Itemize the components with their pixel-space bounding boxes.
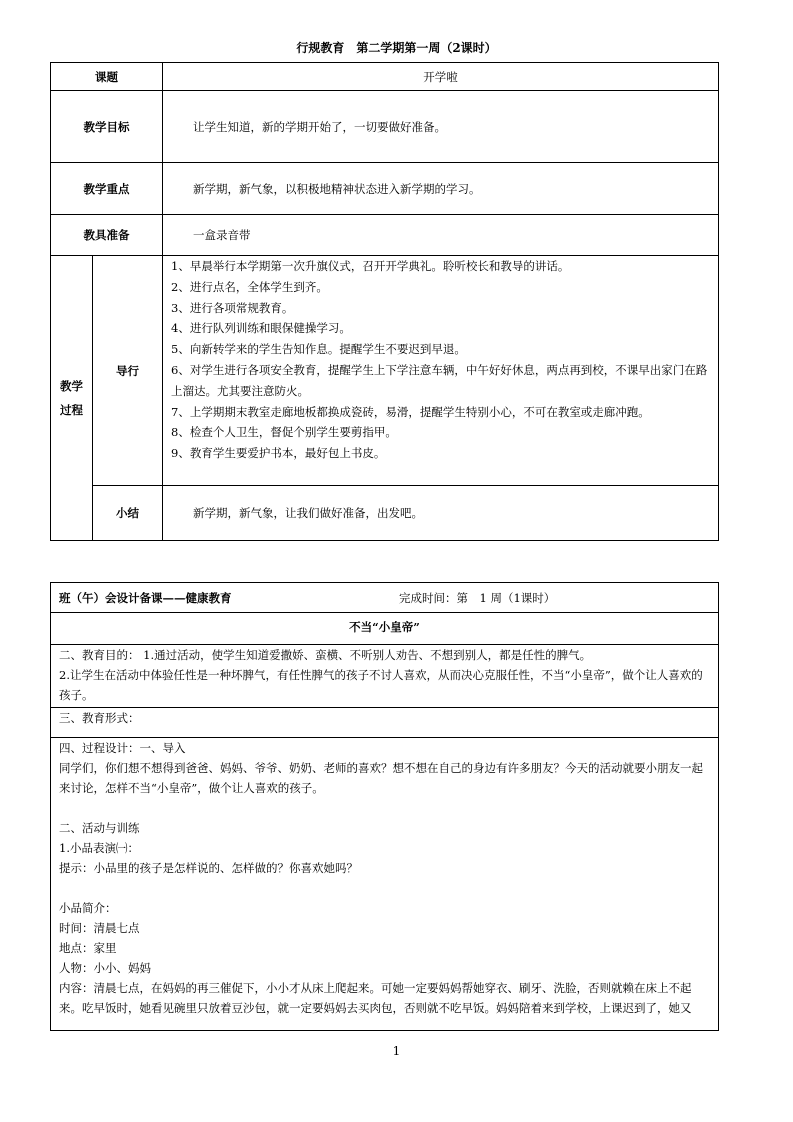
guide-item: 5、向新转学来的学生告知作息。提醒学生不要迟到早退。 (171, 342, 466, 357)
plan2-form: 三、教育形式： (51, 708, 719, 738)
guide-item: 9、教育学生要爱护书本，最好包上书皮。 (171, 446, 386, 461)
guide-item: 2、进行点名，全体学生到齐。 (171, 279, 328, 294)
guide-item: 1、早晨举行本学期第一次升旗仪式，召开开学典礼。聆听校长和教导的讲话。 (171, 259, 570, 273)
topic-value: 开学啦 (163, 63, 719, 91)
process-line: 小品简介： (59, 901, 117, 915)
process-line: 二、活动与训练 (59, 821, 140, 835)
process-line (59, 798, 710, 818)
guide-label: 导行 (93, 256, 163, 486)
process-label-line: 过程 (60, 403, 83, 417)
lesson-plan-table-1 (50, 62, 719, 541)
process-label (51, 256, 93, 541)
plan1-title: 行规教育 第二学期第一周（2课时） (296, 41, 497, 55)
goal-value: 让学生知道，新的学期开始了，一切要做好准备。 (163, 91, 719, 163)
process-line: 同学们，你们想不想得到爸爸、妈妈、爷爷、奶奶、老师的喜欢？想不想在自己的身边有许多朋友？今天的活动就要小朋友一起来讨论，怎样不当“小皇帝”，做个让人喜欢的孩子。 (59, 761, 703, 795)
header-right: 完成时间：第 1 周（1课时） (399, 590, 556, 605)
process-line: 1.小品表演㈠： (59, 841, 139, 855)
tools-label: 教具准备 (51, 215, 163, 256)
process-line: 内容：清晨七点，在妈妈的再三催促下，小小才从床上爬起来。可她一定要妈妈帮她穿衣、刷牙、洗脸，否则就赖在床上不起来。吃早饭时，她看见碗里只放着豆沙包，就一定要妈妈去买肉包，否则就不吃早饭。妈妈陪着来到学校，上课迟到了，她又 (59, 981, 692, 1015)
process-line: 地点：家里 (59, 941, 117, 955)
focus-label: 教学重点 (51, 163, 163, 215)
page-number: 1 (392, 1044, 401, 1058)
process-line: 时间：清晨七点 (59, 921, 140, 935)
guide-item: 8、检查个人卫生，督促个别学生要剪指甲。 (171, 425, 397, 440)
plan2-process (51, 738, 719, 1031)
header-left: 班（午）会设计备课——健康教育 (59, 590, 232, 605)
focus-value: 新学期，新气象，以积极地精神状态进入新学期的学习。 (163, 163, 719, 215)
process-line: 提示：小品里的孩子是怎样说的、怎样做的？你喜欢她吗？ (59, 861, 358, 875)
plan2-goals (51, 645, 719, 708)
process-line: 四、过程设计：一、导入 (59, 741, 186, 755)
summary-value: 新学期，新气象，让我们做好准备，出发吧。 (163, 486, 719, 541)
summary-label: 小结 (93, 486, 163, 541)
lesson-plan-table-2 (50, 582, 719, 1031)
plan2-header (51, 583, 719, 613)
goal-line: 二、教育目的： 1.通过活动，使学生知道爱撒娇、蛮横、不听别人劝告、不想到别人，都是任性的脾气。 (59, 648, 592, 662)
tools-value: 一盒录音带 (163, 215, 719, 256)
process-label-line: 教学 (60, 379, 83, 393)
guide-list (163, 256, 719, 486)
goal-line: 2.让学生在活动中体验任性是一种坏脾气，有任性脾气的孩子不讨人喜欢，从而决心克服任性，不当“小皇帝”，做个让人喜欢的孩子。 (59, 668, 703, 702)
goal-label: 教学目标 (51, 91, 163, 163)
guide-item: 3、进行各项常规教育。 (171, 300, 294, 315)
guide-item: 4、进行队列训练和眼保健操学习。 (171, 321, 351, 336)
guide-item: 7、上学期期末教室走廊地板都换成瓷砖，易滑，提醒学生特别小心，不可在教室或走廊冲跑。 (171, 404, 650, 419)
process-line (59, 878, 710, 898)
guide-item: 6、对学生进行各项安全教育，提醒学生上下学注意车辆，中午好好休息，两点再到校，不课早出家门在路上溜达。尤其要注意防火。 (171, 362, 708, 398)
topic-label: 课题 (51, 63, 163, 91)
plan2-title: 不当“小皇帝” (51, 613, 719, 645)
process-line: 人物：小小、妈妈 (59, 961, 151, 975)
